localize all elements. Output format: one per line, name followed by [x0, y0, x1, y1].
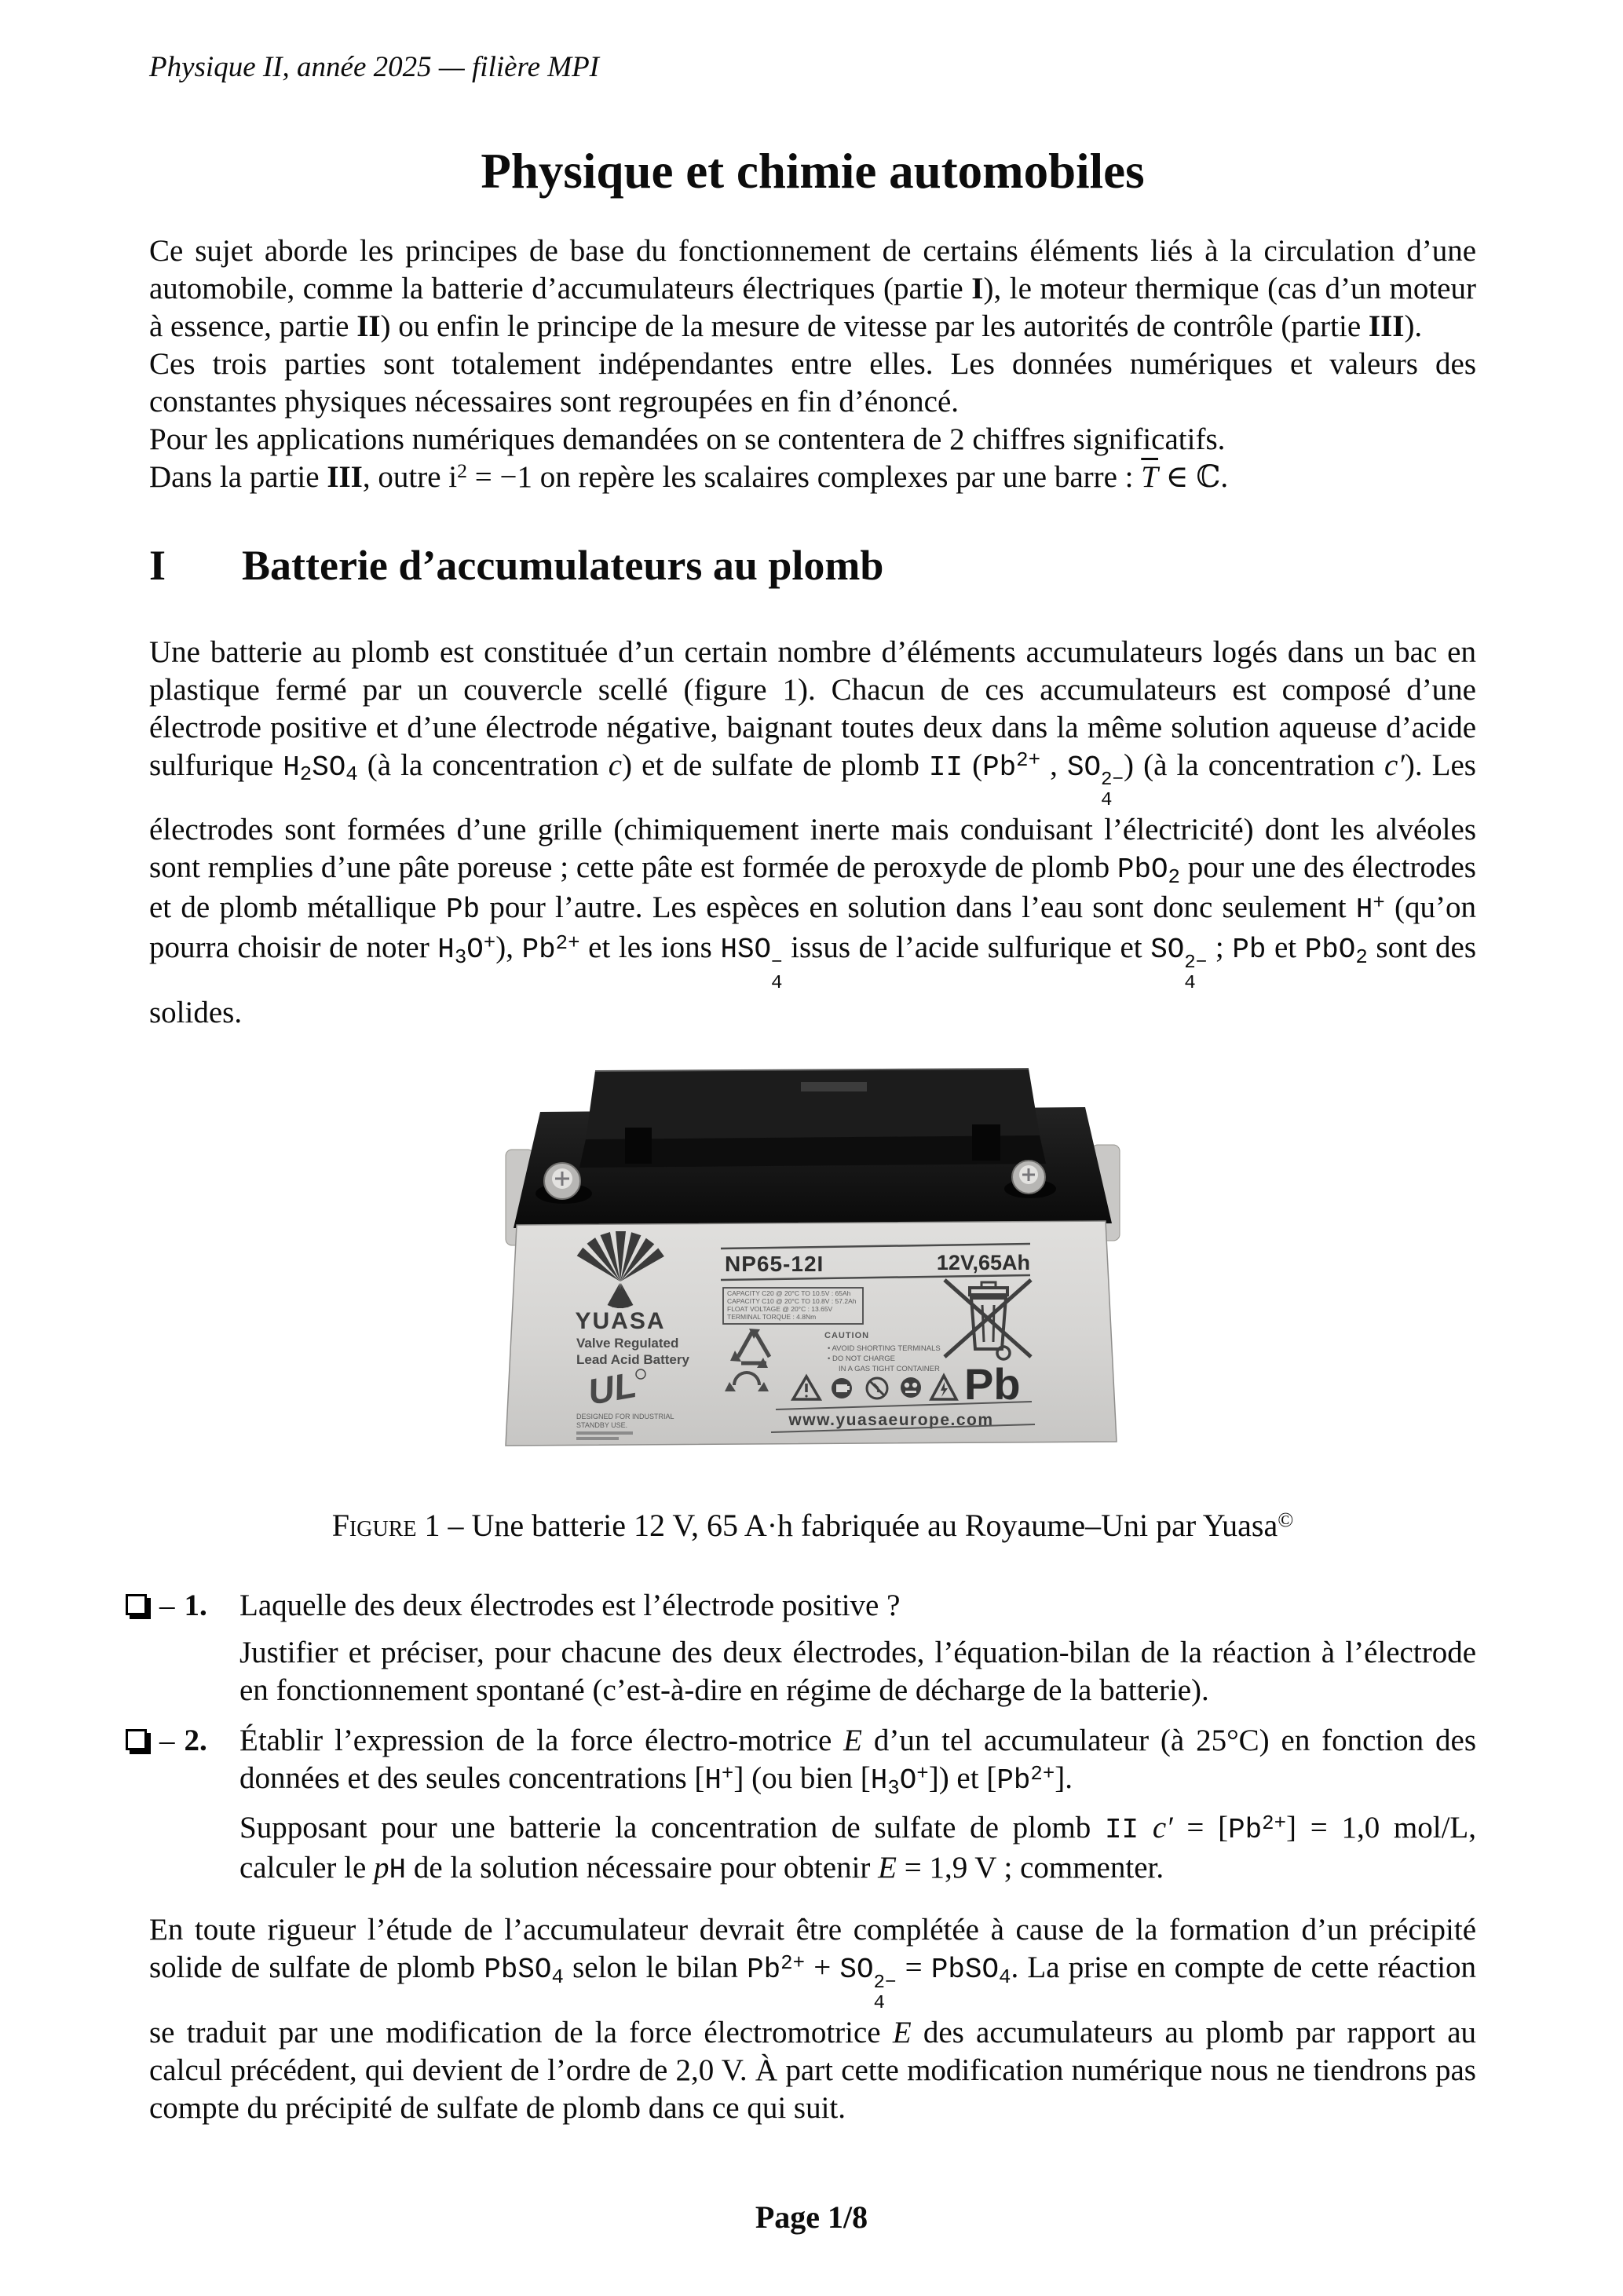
website-url: www.yuasaeurope.com — [788, 1411, 994, 1430]
model-number: NP65-12I — [725, 1252, 824, 1277]
question-list — [149, 1587, 1476, 1889]
question-square-icon — [126, 1729, 147, 1750]
document-title: Physique et chimie automobiles — [481, 144, 1145, 199]
caution-title: CAUTION — [824, 1331, 870, 1341]
type-line-1: Valve Regulated — [576, 1336, 679, 1351]
battery-photo-figure — [495, 1062, 1131, 1458]
right-post — [972, 1124, 1000, 1161]
question-number: 1. — [184, 1589, 207, 1623]
caution-line-1: • AVOID SHORTING TERMINALS — [828, 1344, 941, 1354]
page-running-header: Physique II, année 2025 — filière MPI — [149, 51, 599, 83]
section-1-body: Une batterie au plomb est constituée d’un certain nombre d’éléments accumulateurs logés dans un bac en plastique fermé par un couvercle scellé (figure 1). Chacun de ces accumulateurs est composé d’une électrode positive et d’une électrode négative, baignant toutes deux dans la même solution aqueuse d’acide sulfurique H2SO4 (à la concentration c) et de sulfate de plomb II ($Pb^{2+}$ , SO 2− 4 ) (à la concentration c′). Les électrodes sont formées d’une grille (chimiquement inerte mais conduisant l’électricité) dont les alvéoles sont remplies d’une pâte poreuse ; cette pâte est formée de peroxyde de plomb PbO2 pour une des électrodes et de plomb métallique Pb pour l’autre. Les espèces en solution dans l’eau sont donc seulement H+ (qu’on pourra choisir de noter H3O+), $Pb^{2+}$ et les ions HSO − 4 issus de l’acide sulfurique et SO 2− 4 ; Pb et PbO2 sont des solides. — [149, 634, 1476, 1030]
goggles-circle-icon — [901, 1377, 921, 1398]
illegible-small-print — [576, 1437, 619, 1440]
question-2-marker — [126, 1722, 239, 1889]
intro-paragraph-3: Pour les applications numériques demandées on se contentera de 2 chiffres significatifs. — [149, 422, 1226, 456]
battery-top-cap — [586, 1069, 1040, 1139]
question-2-lead: Établir l’expression de la force électro-motrice E d’un tel accumulateur (à 25°C) en fonction des données et des seules concentrations [H+] (ou bien [H3O+]) et $[Pb^{2+}]$. — [239, 1724, 1476, 1800]
illegible-small-print — [576, 1431, 633, 1435]
question-dash: – — [159, 1589, 175, 1623]
pb-lead-symbol: Pb — [964, 1359, 1021, 1409]
battery-photo — [495, 1062, 1131, 1454]
question-1 — [126, 1587, 1476, 1709]
question-2-detail: Supposant pour une batterie la concentration de sulfate de plomb II $c' = [Pb^{2+}] = 1,0$ mol/L, calculer le pH de la solution nécessaire pour obtenir E = 1,9 V ; commenter. — [239, 1811, 1476, 1887]
intro-paragraph-1: Ce sujet aborde les principes de base du fonctionnement de certains éléments liés à la circulation d’une automobile, comme la batterie d’accumulateurs électriques (partie I), le moteur thermique (cas d’un moteur à essence, partie II) ou enfin le principe de la mesure de vitesse par les autorités de contrôle (partie III). — [149, 234, 1476, 343]
question-1-detail: Justifier et préciser, pour chacune des deux électrodes, l’équation-bilan de la réaction à l’électrode en fonctionnement spontané (c’est-à-dire en régime de décharge de la batterie). — [239, 1636, 1476, 1708]
intro-paragraph-4: Dans la partie III, outre $i^2 = -1$ on repère les scalaires complexes par une barre : $\overline{T}$ ∈ ℂ. — [149, 459, 1229, 494]
spec-line-4: TERMINAL TORQUE : 4.8Nm — [727, 1313, 817, 1322]
page-number: Page 1/8 — [755, 2199, 868, 2235]
caution-line-2: • DO NOT CHARGE — [828, 1355, 896, 1364]
spec-line-2: CAPACITY C10 @ 20°C TO 10.8V : 57.2Ah — [727, 1297, 857, 1306]
closing-paragraph: En toute rigueur l’étude de l’accumulateur devrait être complétée à cause de la formation d’un précipité solide de sulfate de plomb PbSO4 selon le bilan $Pb^{2+}$ + SO 2− 4 = PbSO4. La prise en compte de cette réaction se traduit par une modification de la force électromotrice E des accumulateurs au plomb par rapport au calcul précédent, qui devient de l’ordre de 2,0 V. À part cette modification numérique nous ne tiendrons pas compte du précipité de sulfate de plomb dans ce qui suit. — [149, 1913, 1477, 2126]
cap-label — [801, 1082, 867, 1091]
question-1-lead: Laquelle des deux électrodes est l’électrode positive ? — [239, 1589, 901, 1623]
question-dash: – — [159, 1724, 175, 1758]
battery-circle-icon — [832, 1378, 852, 1398]
brand-text: YUASA — [575, 1308, 666, 1335]
intro-paragraph-2: Ces trois parties sont totalement indépendantes entre elles. Les données numériques et valeurs des constantes physiques nécessaires sont regroupées en fin d’énoncé. — [149, 347, 1476, 419]
caution-line-3: IN A GAS TIGHT CONTAINER — [839, 1365, 940, 1374]
voltage-capacity-rating: 12V,65Ah — [936, 1251, 1030, 1275]
section-title: Batterie d’accumulateurs au plomb — [242, 542, 884, 589]
small-print-1: DESIGNED FOR INDUSTRIAL — [576, 1413, 674, 1421]
question-2 — [126, 1722, 1476, 1889]
section-1-heading — [149, 543, 1476, 588]
introduction — [149, 232, 1476, 496]
question-1-marker — [126, 1587, 239, 1709]
left-post — [625, 1128, 652, 1164]
spec-line-3: FLOAT VOLTAGE @ 20°C : 13.65V — [727, 1305, 833, 1314]
svg-text:UL: UL — [584, 1364, 640, 1413]
spec-line-1: CAPACITY C20 @ 20°C TO 10.5V : 65Ah — [727, 1289, 851, 1298]
figure-caption: Figure 1 – Une batterie 12 V, 65 A·h fabriquée au Royaume–Uni par Yuasa© — [331, 1508, 1294, 1544]
section-number: I — [149, 542, 166, 589]
question-square-icon — [126, 1594, 147, 1615]
small-print-2: STANDBY USE. — [576, 1421, 628, 1430]
question-number: 2. — [184, 1724, 207, 1758]
type-line-2: Lead Acid Battery — [576, 1352, 689, 1368]
